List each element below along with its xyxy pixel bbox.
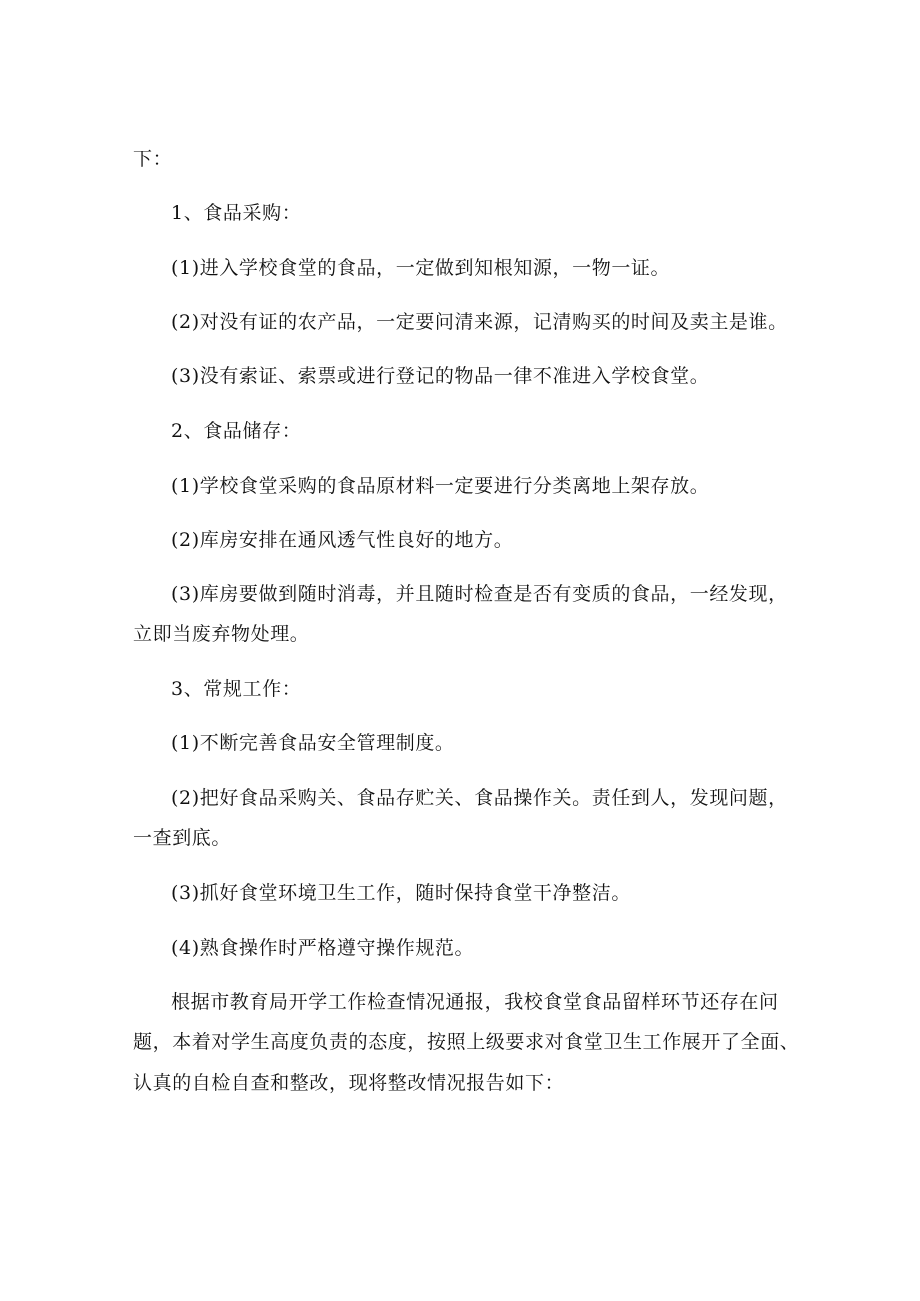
list-item: (3)库房要做到随时消毒，并且随时检查是否有变质的食品，一经发现， — [171, 583, 788, 605]
list-item: (1)学校食堂采购的食品原材料一定要进行分类离地上架存放。 — [171, 475, 710, 497]
paragraph-line: 认真的自检自查和整改，现将整改情况报告如下： — [133, 1072, 565, 1094]
list-item: (4)熟食操作时严格遵守操作规范。 — [171, 937, 475, 959]
section-heading-routine-work: 3、常规工作： — [171, 678, 302, 700]
list-item: (3)没有索证、索票或进行登记的物品一律不准进入学校食堂。 — [171, 365, 710, 387]
text-line-continuation: 下： — [133, 148, 173, 170]
list-item-continuation: 立即当废弃物处理。 — [133, 623, 310, 645]
section-heading-storage: 2、食品储存： — [171, 420, 302, 442]
paragraph-line: 根据市教育局开学工作检查情况通报，我校食堂食品留样环节还存在问 — [171, 991, 779, 1013]
list-item: (2)库房安排在通风透气性良好的地方。 — [171, 529, 514, 551]
list-item-continuation: 一查到底。 — [133, 827, 232, 849]
section-heading-procurement: 1、食品采购： — [171, 202, 302, 224]
list-item: (2)把好食品采购关、食品存贮关、食品操作关。责任到人，发现问题， — [171, 787, 788, 809]
paragraph-line: 题，本着对学生高度负责的态度，按照上级要求对食堂卫生工作展开了全面、 — [133, 1031, 800, 1053]
list-item: (3)抓好食堂环境卫生工作，随时保持食堂干净整洁。 — [171, 882, 631, 904]
list-item: (1)进入学校食堂的食品，一定做到知根知源，一物一证。 — [171, 257, 671, 279]
list-item: (1)不断完善食品安全管理制度。 — [171, 732, 455, 754]
list-item: (2)对没有证的农产品，一定要问清来源，记清购买的时间及卖主是谁。 — [171, 311, 788, 333]
